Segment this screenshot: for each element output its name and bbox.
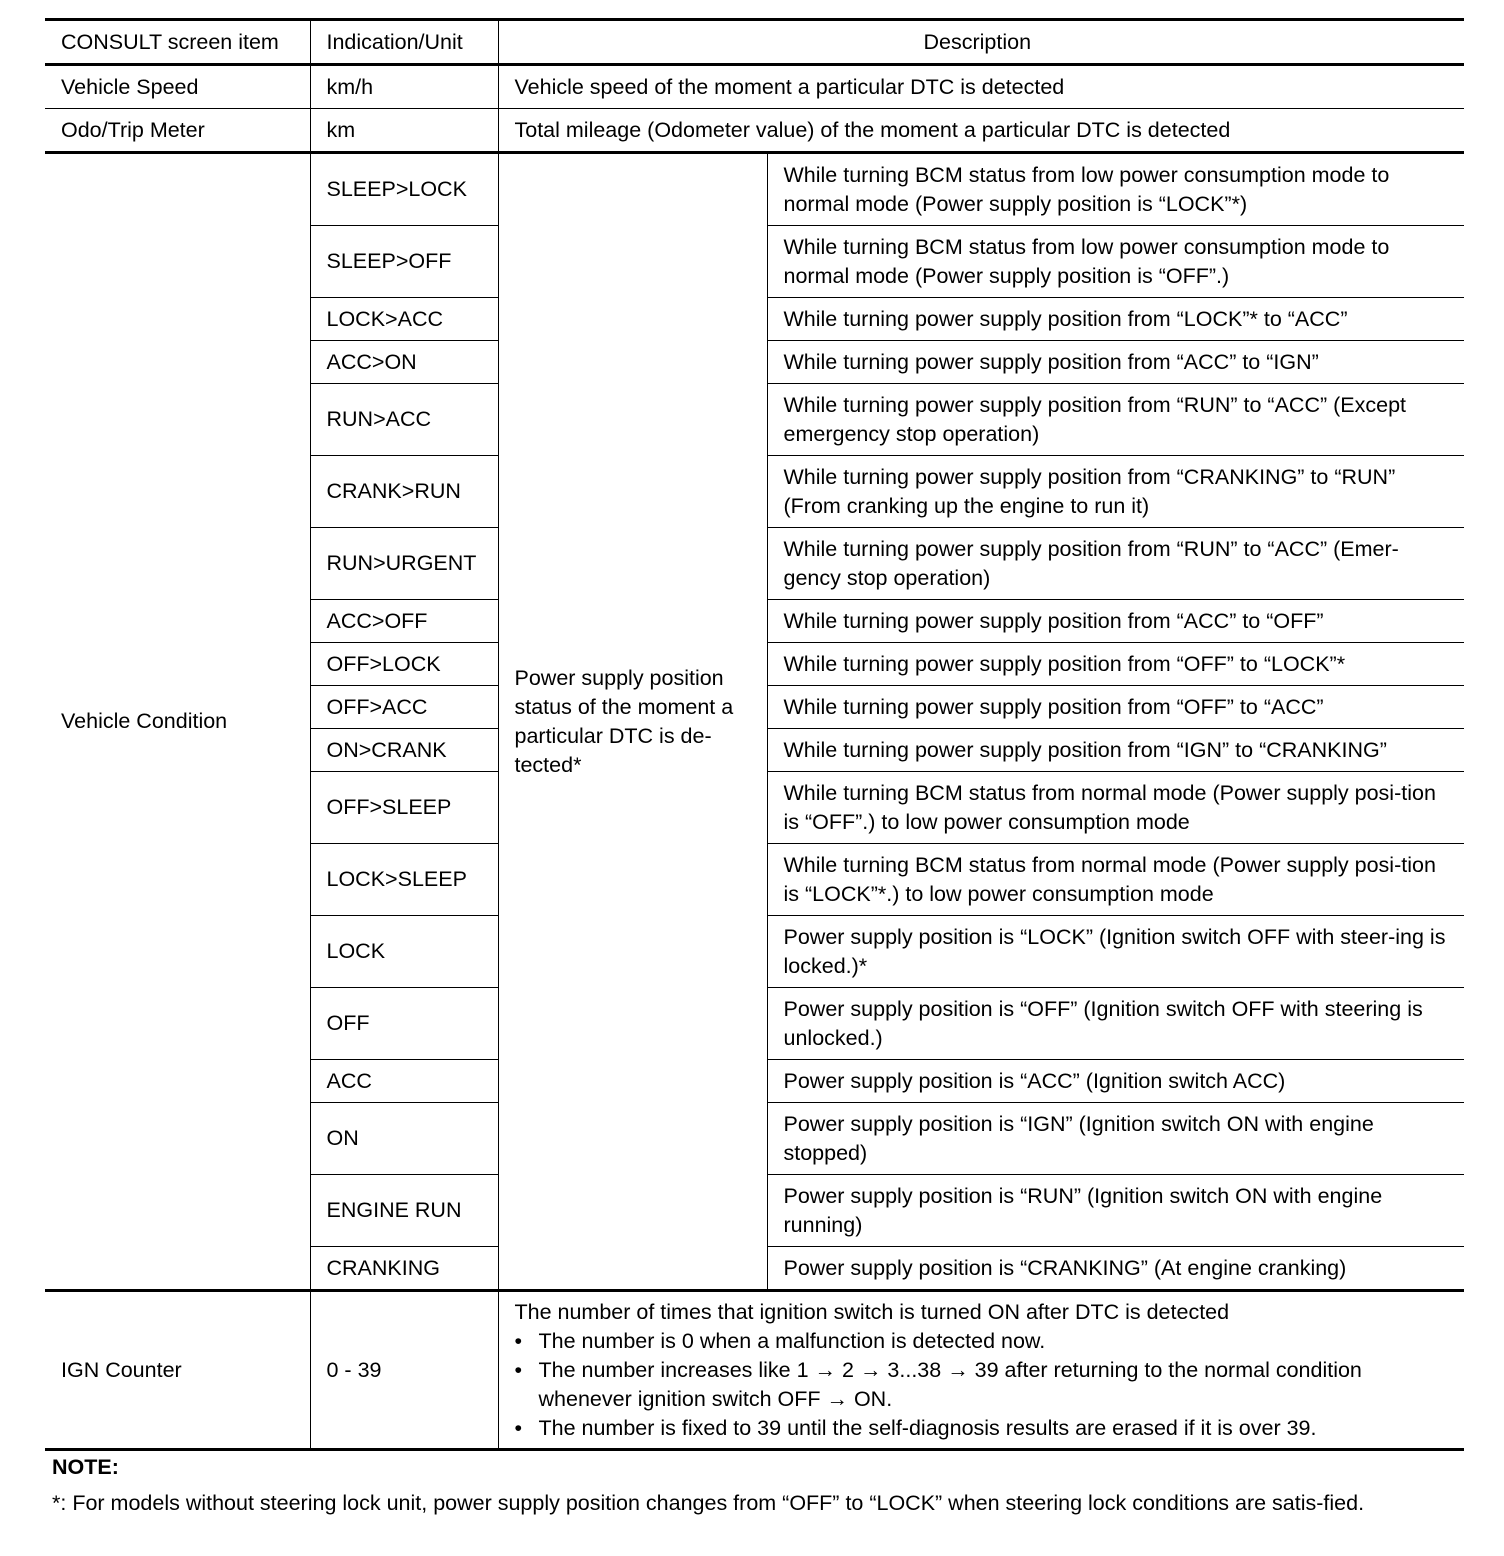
header-indication-unit: Indication/Unit [310,20,498,65]
note-title: NOTE: [52,1455,119,1479]
unit-cell: CRANKING [310,1247,498,1291]
description-cell: While turning BCM status from normal mode (Power supply posi-tion is “OFF”.) to low power consumption mode [767,772,1464,844]
item-cell: IGN Counter [45,1291,310,1450]
unit-cell: OFF>SLEEP [310,772,498,844]
description-cell: While turning power supply position from “LOCK”* to “ACC” [767,298,1464,341]
description-cell: Power supply position is “ACC” (Ignition switch ACC) [767,1060,1464,1103]
unit-cell: RUN>URGENT [310,528,498,600]
description-cell: Vehicle speed of the moment a particular DTC is detected [498,65,1464,109]
unit-cell: LOCK [310,916,498,988]
description-cell: While turning power supply position from “OFF” to “LOCK”* [767,643,1464,686]
list-item: • The number is fixed to 39 until the self-diagnosis results are erased if it is over 39. [515,1414,1457,1443]
unit-cell: 0 - 39 [310,1291,498,1450]
unit-cell: LOCK>SLEEP [310,844,498,916]
unit-cell: ACC>OFF [310,600,498,643]
description-cell: Power supply position is “LOCK” (Ignition switch OFF with steer-ing is locked.)* [767,916,1464,988]
unit-cell: OFF>LOCK [310,643,498,686]
unit-cell: SLEEP>LOCK [310,153,498,226]
description-cell: While turning power supply position from “ACC” to “OFF” [767,600,1464,643]
note-text: *: For models without steering lock unit, power supply position changes from “OFF” to “LOCK” when steering lock conditions are satis-fied. [52,1491,1365,1515]
table-header-row [45,20,1464,65]
list-item: • The number is 0 when a malfunction is detected now. [515,1327,1457,1356]
unit-cell: CRANK>RUN [310,456,498,528]
description-cell: Power supply position is “RUN” (Ignition switch ON with engine running) [767,1175,1464,1247]
table-row [45,153,1464,226]
description-cell: Power supply position is “IGN” (Ignition switch ON with engine stopped) [767,1103,1464,1175]
description-cell: While turning power supply position from “CRANKING” to “RUN” (From cranking up the engine to run it) [767,456,1464,528]
unit-cell: ACC [310,1060,498,1103]
description-cell: While turning power supply position from “ACC” to “IGN” [767,341,1464,384]
unit-cell: OFF>ACC [310,686,498,729]
consult-data-table [45,18,1464,1451]
description-cell: Power supply position is “CRANKING” (At engine cranking) [767,1247,1464,1291]
note-section [52,1452,1462,1518]
description-cell: While turning BCM status from normal mode (Power supply posi-tion is “LOCK”*.) to low power consumption mode [767,844,1464,916]
unit-cell: LOCK>ACC [310,298,498,341]
ign-counter-intro: The number of times that ignition switch is turned ON after DTC is detected [514,1299,1230,1324]
description-cell: While turning power supply position from “IGN” to “CRANKING” [767,729,1464,772]
description-cell [498,1291,1464,1450]
unit-cell: SLEEP>OFF [310,226,498,298]
item-cell-vehicle-condition: Vehicle Condition [45,153,310,1291]
unit-cell: ON>CRANK [310,729,498,772]
unit-cell: km/h [310,65,498,109]
table-row-odo-trip-meter [45,109,1464,153]
unit-cell: ACC>ON [310,341,498,384]
unit-cell: RUN>ACC [310,384,498,456]
header-description: Description [498,20,1464,65]
description-cell: While turning BCM status from low power consumption mode to normal mode (Power supply position is “OFF”.) [767,226,1464,298]
unit-cell: ENGINE RUN [310,1175,498,1247]
unit-cell: ON [310,1103,498,1175]
header-screen-item: CONSULT screen item [45,20,310,65]
description-cell: Power supply position is “OFF” (Ignition switch OFF with steering is unlocked.) [767,988,1464,1060]
description-cell: Total mileage (Odometer value) of the moment a particular DTC is detected [498,109,1464,153]
unit-cell: km [310,109,498,153]
table-row-ign-counter [45,1291,1464,1450]
unit-cell: OFF [310,988,498,1060]
item-cell: Vehicle Speed [45,65,310,109]
list-item: • The number increases like 1 → 2 → 3...38 → 39 after returning to the normal condition whenever ignition switch OFF → ON. [515,1356,1457,1414]
description-cell: While turning BCM status from low power consumption mode to normal mode (Power supply position is “LOCK”*) [767,153,1464,226]
summary-cell: Power supply position status of the moment a particular DTC is de-tected* [498,153,767,1291]
table-row-vehicle-speed [45,65,1464,109]
description-cell: While turning power supply position from “RUN” to “ACC” (Emer-gency stop operation) [767,528,1464,600]
ign-counter-bullets [515,1327,1457,1443]
item-cell: Odo/Trip Meter [45,109,310,153]
description-cell: While turning power supply position from “OFF” to “ACC” [767,686,1464,729]
description-cell: While turning power supply position from “RUN” to “ACC” (Except emergency stop operation) [767,384,1464,456]
